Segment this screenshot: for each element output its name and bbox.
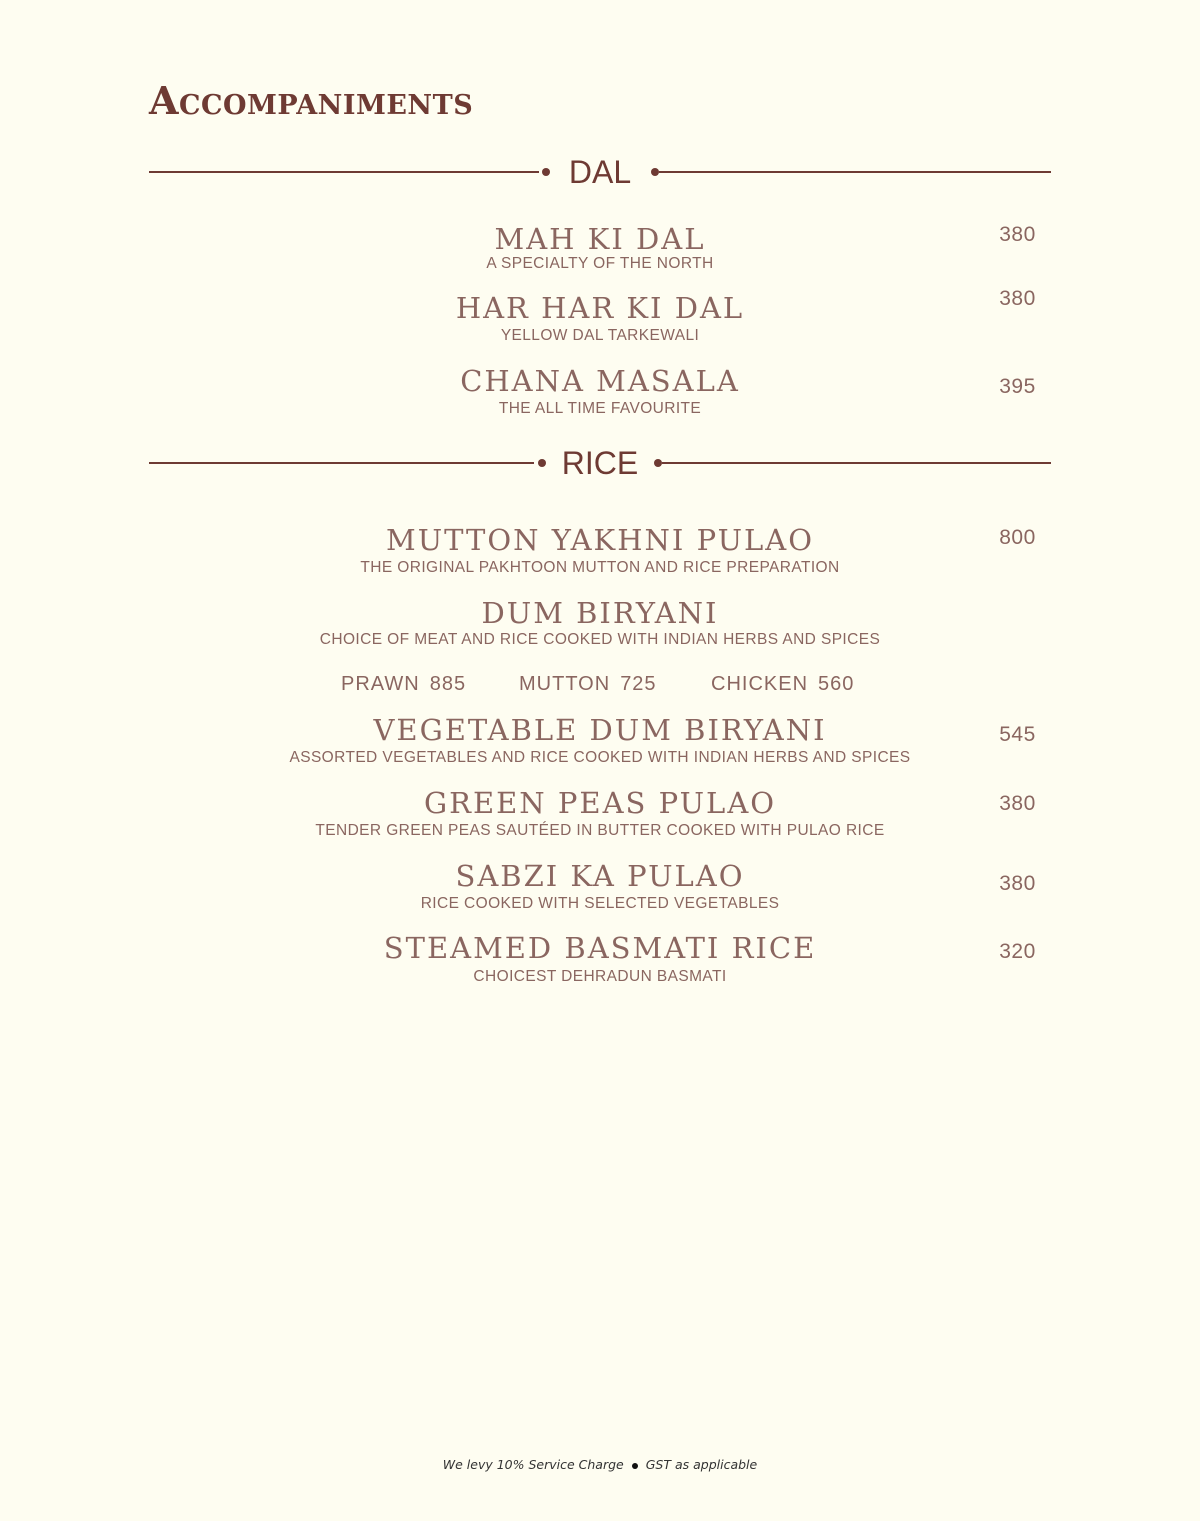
- menu-item-price: 800: [999, 526, 1036, 549]
- menu-item-price: 395: [999, 375, 1036, 398]
- menu-item-description: ASSORTED VEGETABLES AND RICE COOKED WITH INDIAN HERBS AND SPICES: [289, 749, 911, 766]
- menu-item-name: HAR HAR KI DAL: [455, 291, 745, 325]
- menu-item-name: DUM BIRYANI: [481, 596, 719, 630]
- variant-price: 560: [818, 673, 855, 695]
- menu-item-name: MAH KI DAL: [494, 222, 706, 256]
- bullet-dot-icon: [632, 1463, 638, 1469]
- menu-item-description: A SPECIALTY OF THE NORTH: [486, 255, 714, 272]
- variant-label: PRAWN: [341, 673, 420, 695]
- variant-label: MUTTON: [519, 673, 611, 695]
- section-title-rice: RICE: [561, 445, 639, 481]
- section-header-rice: [149, 443, 1051, 483]
- section-title-dal: DAL: [568, 154, 632, 190]
- variant-price: 725: [620, 673, 657, 695]
- menu-item-description: YELLOW DAL TARKEWALI: [500, 327, 700, 344]
- menu-item-description: TENDER GREEN PEAS SAUTÉED IN BUTTER COOKED WITH PULAO RICE: [315, 822, 885, 839]
- menu-item-price: 545: [999, 723, 1036, 746]
- variant-price: 885: [429, 673, 467, 695]
- menu-item-price: 380: [999, 872, 1036, 895]
- variant-mutton: [519, 671, 657, 697]
- bullet-dot-icon: [651, 168, 659, 176]
- menu-item-description: RICE COOKED WITH SELECTED VEGETABLES: [420, 895, 780, 912]
- service-charge-note: We levy 10% Service Charge: [442, 1457, 624, 1472]
- bullet-dot-icon: [654, 459, 662, 467]
- section-header-dal: [149, 152, 1051, 192]
- gst-note: GST as applicable: [645, 1457, 758, 1472]
- divider-line: [662, 462, 1051, 464]
- menu-item-price: 380: [999, 223, 1036, 246]
- menu-item-description: THE ALL TIME FAVOURITE: [498, 400, 702, 417]
- menu-item-name: CHANA MASALA: [460, 364, 740, 398]
- menu-item-name: STEAMED BASMATI RICE: [383, 931, 817, 965]
- menu-item-name: GREEN PEAS PULAO: [423, 786, 777, 820]
- menu-item-description: THE ORIGINAL PAKHTOON MUTTON AND RICE PREPARATION: [360, 559, 840, 576]
- variant-prawn: [341, 671, 466, 697]
- divider-line: [659, 171, 1051, 173]
- menu-item-name: SABZI KA PULAO: [455, 859, 745, 893]
- menu-item-description: CHOICEST DEHRADUN BASMATI: [473, 968, 727, 985]
- menu-item-description: CHOICE OF MEAT AND RICE COOKED WITH INDIAN HERBS AND SPICES: [319, 631, 881, 648]
- menu-item-price: 380: [999, 287, 1036, 310]
- menu-item-price: 320: [999, 940, 1036, 963]
- page-title: Accompaniments: [149, 78, 474, 123]
- variant-chicken: [711, 671, 854, 697]
- menu-item-price: 380: [999, 792, 1036, 815]
- footer-note: [0, 1457, 1200, 1472]
- variant-label: CHICKEN: [711, 673, 809, 695]
- menu-item-name: VEGETABLE DUM BIRYANI: [373, 713, 827, 747]
- menu-item-name: MUTTON YAKHNI PULAO: [386, 523, 814, 557]
